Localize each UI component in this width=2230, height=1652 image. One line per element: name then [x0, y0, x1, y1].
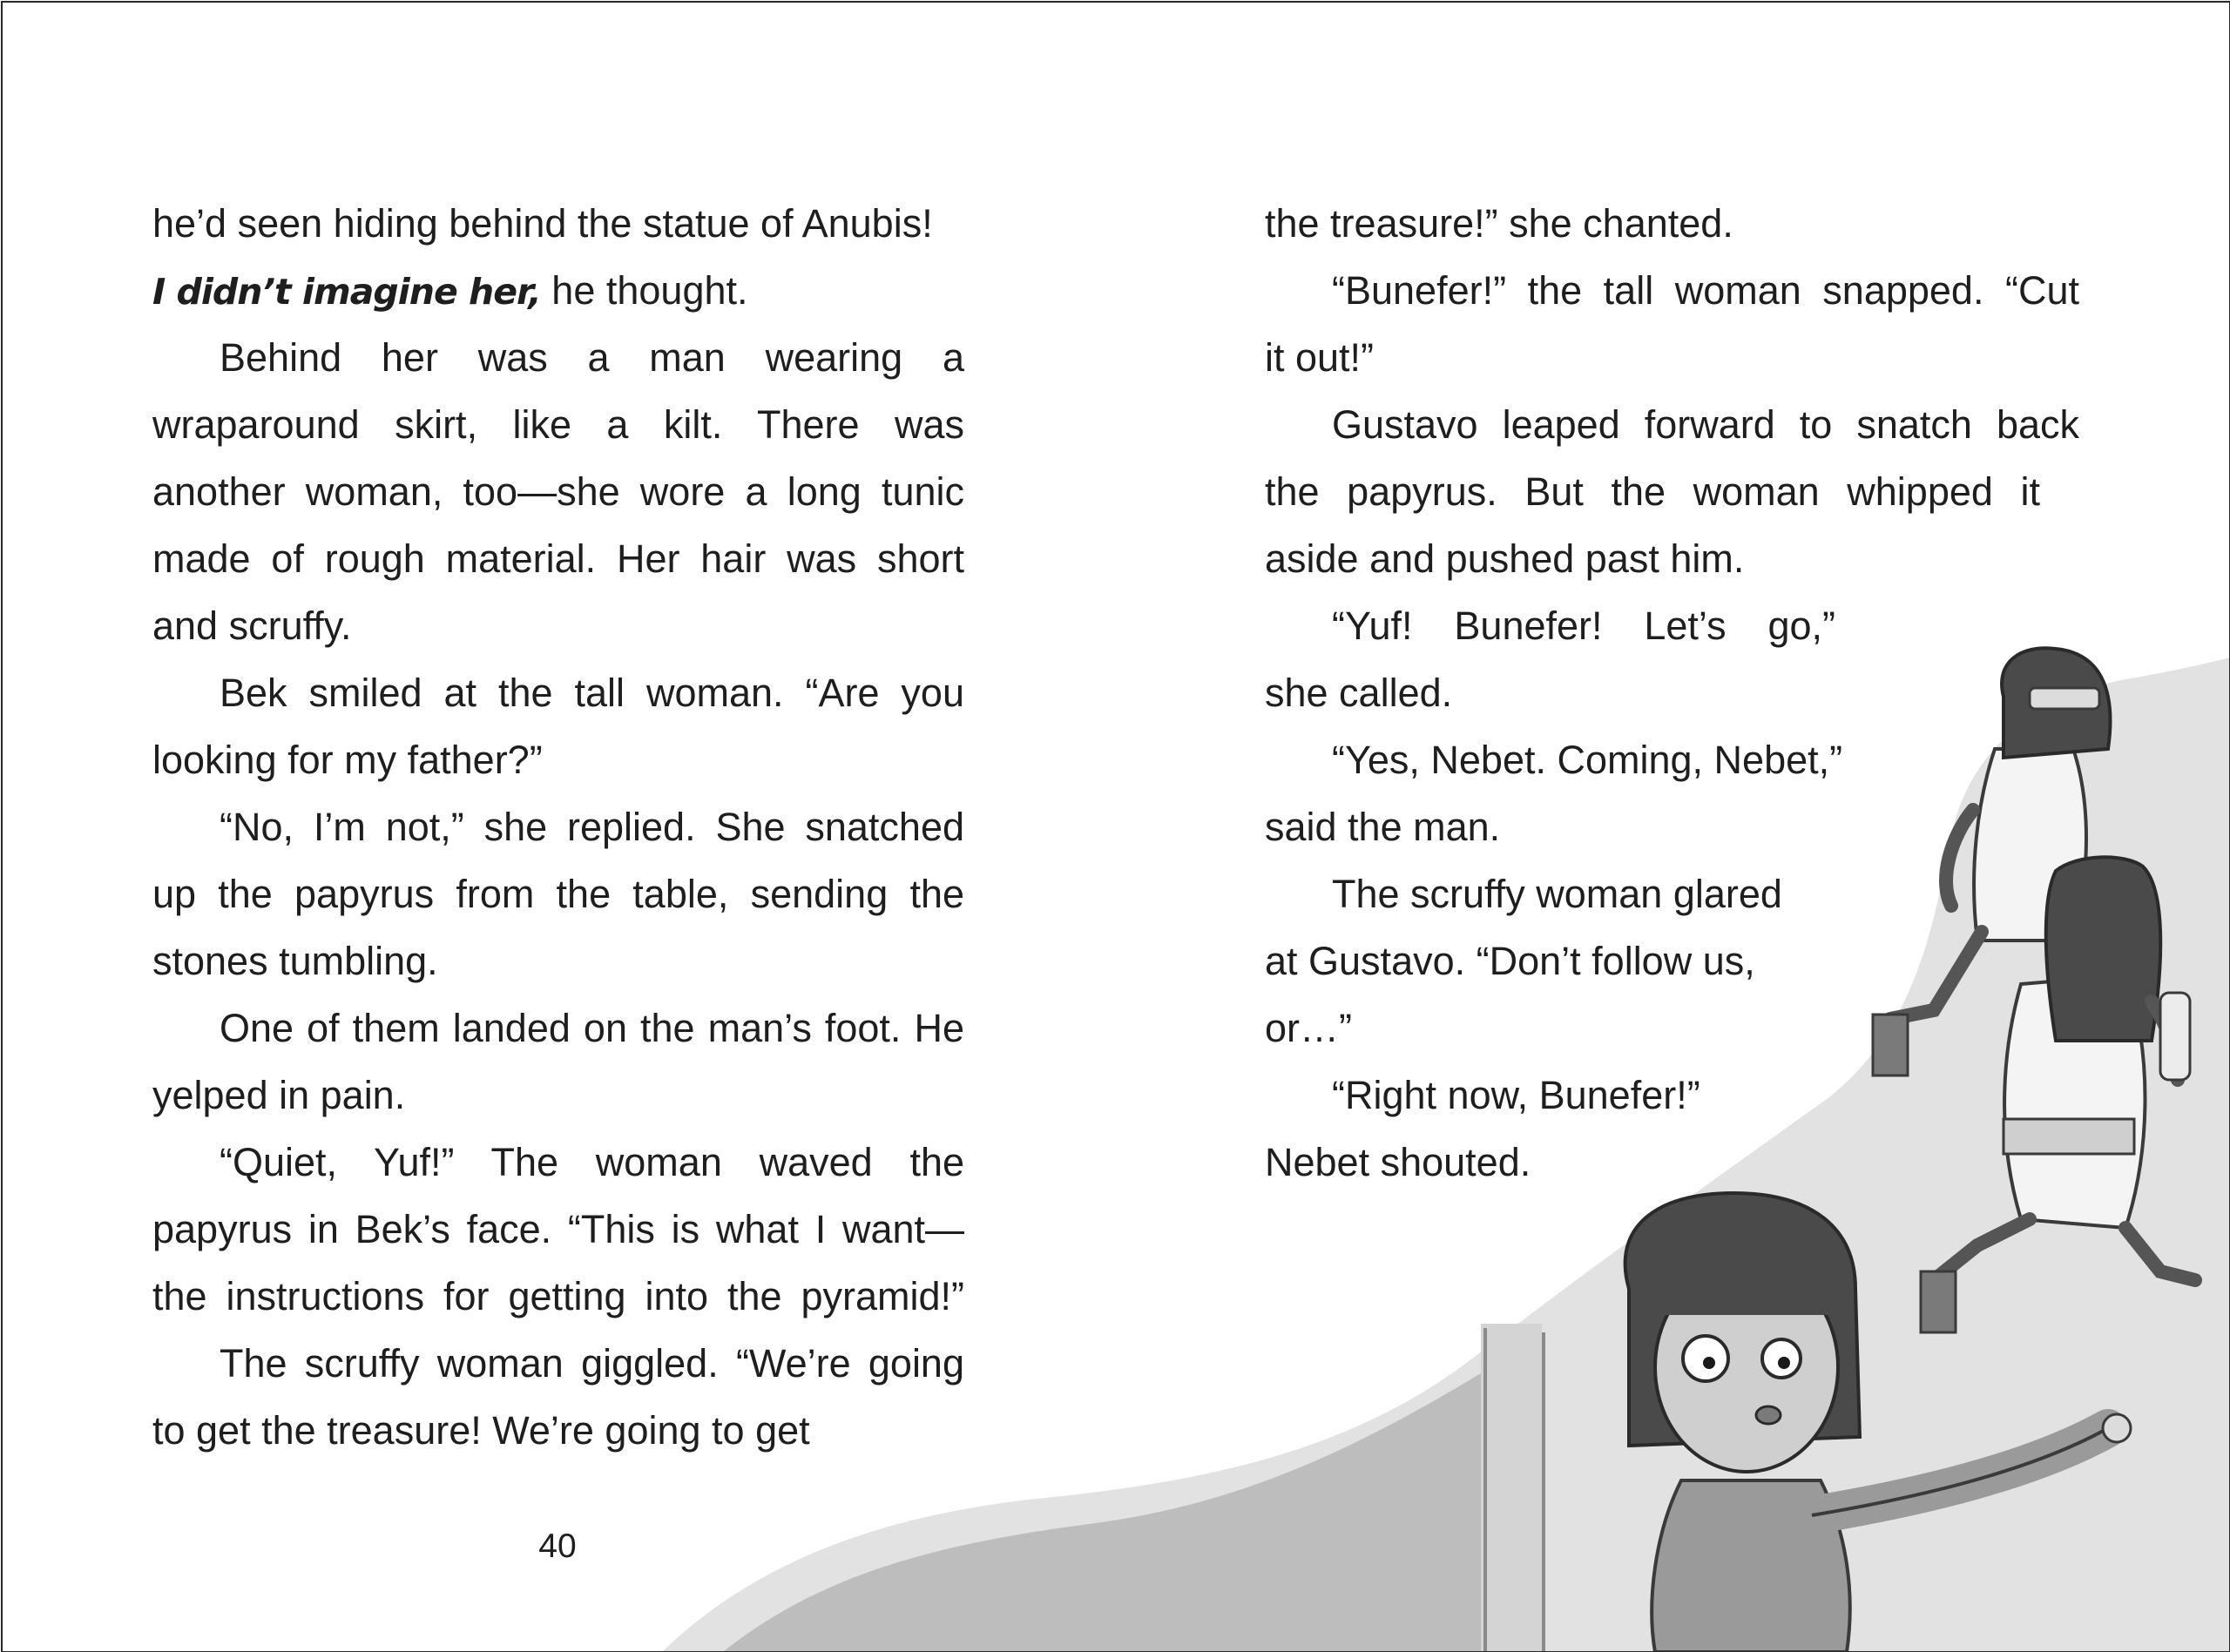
text-line: another woman, too—she wore a long tunic: [152, 469, 964, 514]
text-line: “No, I’m not,” she replied. She snatched: [220, 805, 964, 849]
text-line: papyrus in Bek’s face. “This is what I want—: [152, 1207, 964, 1251]
text-line: “Bunefer!” the tall woman snapped. “Cut: [1332, 268, 2079, 313]
text-fragment: he thought.: [540, 268, 748, 313]
text-line: yelped in pain.: [152, 1073, 406, 1117]
text-line: The scruffy woman glared: [1332, 872, 1782, 916]
text-line: One of them landed on the man’s foot. He: [220, 1006, 964, 1050]
text-line: it out!”: [1265, 335, 1375, 380]
text-line: the instructions for getting into the pyramid!”: [152, 1274, 964, 1318]
text-line: “Yuf! Bunefer! Let’s go,”: [1332, 603, 1835, 648]
text-line: made of rough material. Her hair was short: [152, 536, 964, 581]
text-line: Bek smiled at the tall woman. “Are you: [220, 671, 964, 715]
text-line: wraparound skirt, like a kilt. There was: [152, 402, 964, 447]
text-line: said the man.: [1265, 805, 1501, 849]
text-line: and scruffy.: [152, 603, 352, 648]
text-line: Behind her was a man wearing a: [220, 335, 964, 380]
text-line: “Quiet, Yuf!” The woman waved the: [220, 1140, 964, 1184]
text-line: stones tumbling.: [152, 939, 438, 983]
text-line: “Yes, Nebet. Coming, Nebet,”: [1332, 738, 1843, 782]
text-line: “Right now, Bunefer!”: [1332, 1073, 1700, 1117]
text-line: he’d seen hiding behind the statue of Anubis!: [152, 201, 933, 246]
text-line: The scruffy woman giggled. “We’re going: [220, 1341, 964, 1386]
text-line: the papyrus. But the woman whipped it: [1265, 469, 2040, 514]
text-line: Gustavo leaped forward to snatch back: [1332, 402, 2079, 447]
text-line: Nebet shouted.: [1265, 1140, 1531, 1184]
text-line: she called.: [1265, 671, 1453, 715]
text-line: to get the treasure! We’re going to get: [152, 1408, 810, 1453]
text-line: at Gustavo. “Don’t follow us,: [1265, 939, 1755, 983]
text-line: looking for my father?”: [152, 738, 543, 782]
text-line: aside and pushed past him.: [1265, 536, 1745, 581]
text-line: up the papyrus from the table, sending the: [152, 872, 964, 916]
text-line: or…”: [1265, 1006, 1352, 1050]
text-line: the treasure!” she chanted.: [1265, 201, 1733, 246]
page-number: 40: [538, 1527, 577, 1565]
text-line: [152, 257, 964, 324]
italic-thought: I didn’t imagine her,: [152, 271, 541, 313]
